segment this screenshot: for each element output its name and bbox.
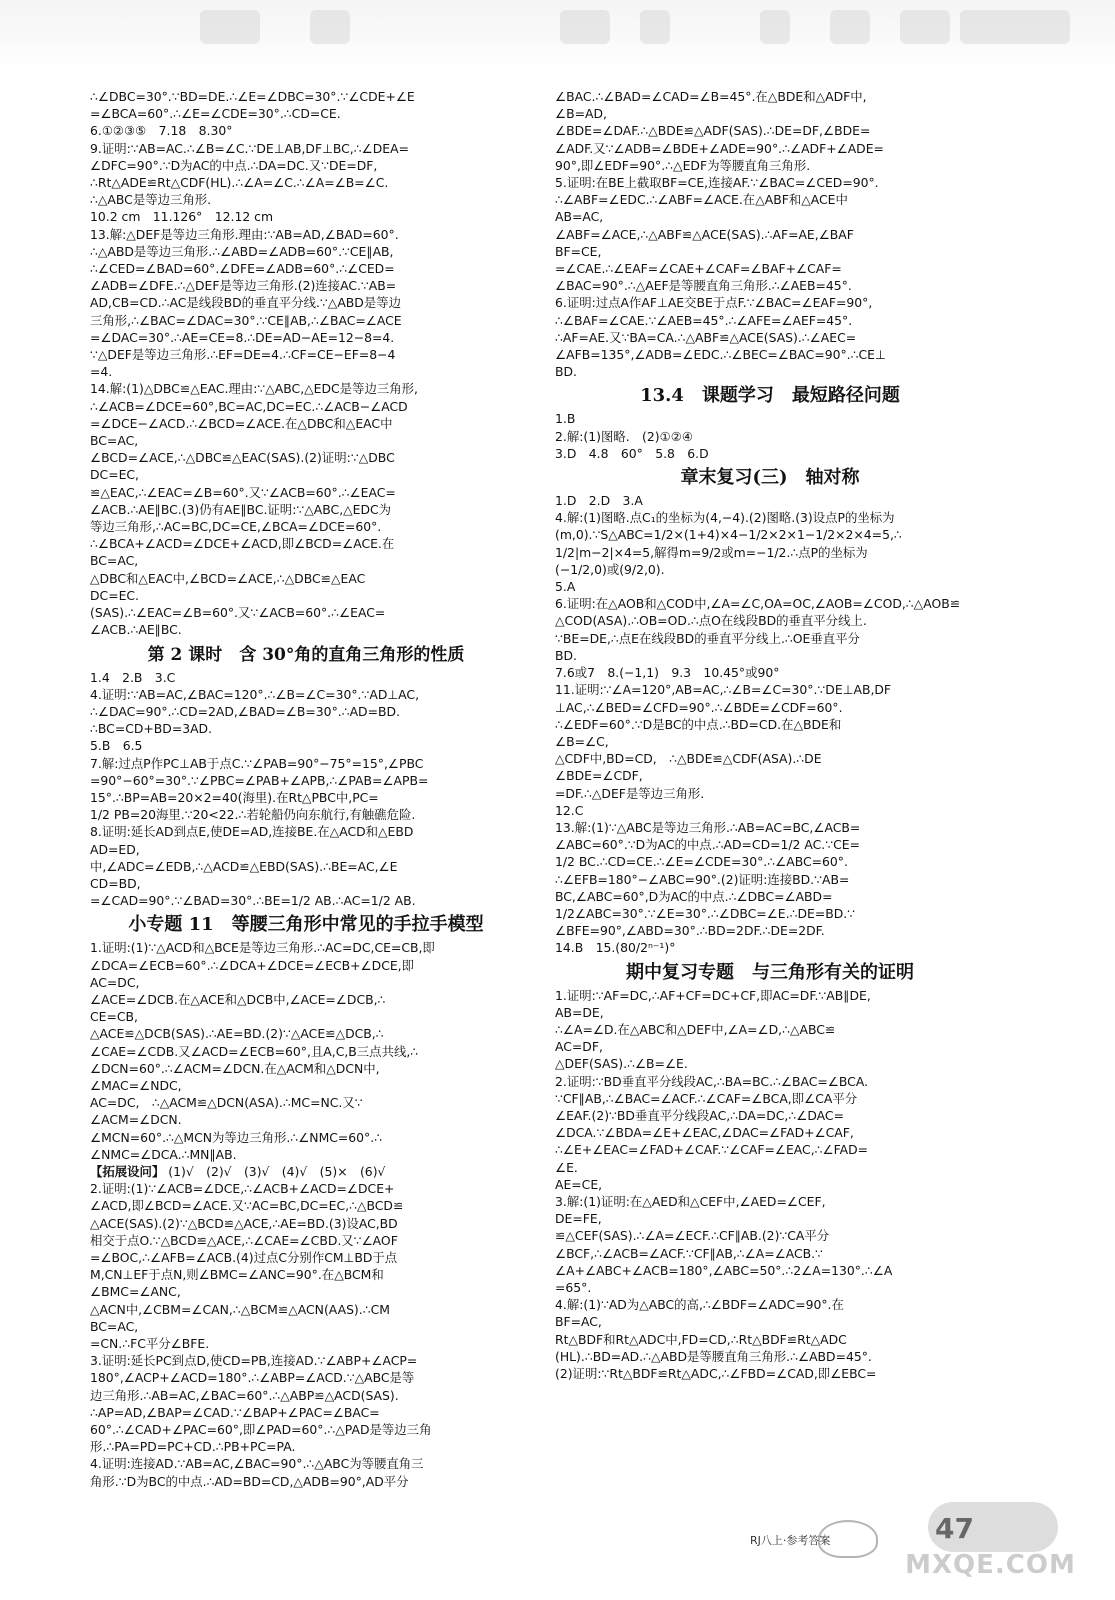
answer-line: 角形.∵D为BC的中点.∴AD=BD=CD,△ADB=90°,AD平分	[90, 1473, 409, 1489]
answer-line: 180°,∠ACP+∠ACD=180°.∴∠ABP=∠ACD.∵△ABC是等	[90, 1370, 415, 1386]
answer-line: 3.解:(1)证明:在△AED和△CEF中,∠AED=∠CEF,	[555, 1193, 826, 1209]
answer-line: 1.证明:(1)∵△ACD和△BCE是等边三角形.∴AC=DC,CE=CB,即	[90, 940, 435, 956]
scan-artifact	[960, 10, 1070, 44]
scan-artifact	[200, 10, 260, 44]
left-column	[90, 88, 522, 1490]
answer-line: ∠BDE=∠DAF.∴△BDE≌△ADF(SAS).∴DE=DF,∠BDE=	[555, 123, 871, 139]
answer-line: =CN.∴FC平分∠BFE.	[90, 1336, 210, 1352]
answer-line: ∴∠DBC=30°.∵BD=DE.∴∠E=∠DBC=30°.∵∠CDE+∠E	[90, 89, 415, 104]
answer-line: ∴∠BCA+∠ACD=∠DCE+∠ACD,即∠BCD=∠ACE.在	[90, 536, 395, 552]
answer-line: ∠ABC=60°.∵D为AC的中点.∴AD=CD=1/2 AC.∵CE=	[555, 837, 860, 853]
answer-line: △ACE≌△DCB(SAS).∴AE=BD.(2)∵△ACE≌△DCB,∴	[90, 1026, 384, 1042]
answer-line: 4.解:(1)∵AD为△ABC的高,∴∠BDF=∠ADC=90°.在	[555, 1297, 844, 1313]
answer-line: 90°,即∠EDF=90°.∴△EDF为等腰直角三角形.	[555, 157, 811, 173]
answer-line: ∴Rt△ADE≌Rt△CDF(HL).∴∠A=∠C.∴∠A=∠B=∠C.	[90, 175, 389, 191]
answer-line: (m,0).∵S△ABC=1/2×(1+4)×4−1/2×2×1−1/2×2×4=5,∴	[555, 527, 902, 543]
scan-artifact	[640, 10, 670, 44]
section-heading-13-4: 13.4 课题学习 最短路径问题	[640, 385, 900, 407]
answer-line: AE=CE,	[555, 1176, 603, 1192]
answer-line: 3.证明:延长PC到点D,使CD=PB,连接AD.∵∠ABP+∠ACP=	[90, 1353, 418, 1369]
expand-question-row	[90, 1163, 522, 1180]
answer-line: ∠E.	[555, 1159, 578, 1175]
answer-line: Rt△BDF和Rt△ADC中,FD=CD,∴Rt△BDF≌Rt△ADC	[555, 1331, 847, 1347]
answer-line: 边三角形.∴AB=AC,∠BAC=60°.∴△ABP≌△ACD(SAS).	[90, 1387, 399, 1403]
answer-line: 13.解:△DEF是等边三角形.理由:∵AB=AD,∠BAD=60°.	[90, 226, 399, 242]
answer-line: CD=BD,	[90, 875, 141, 891]
answer-line: =∠BOC,∴∠AFB=∠ACB.(4)过点C分别作CM⊥BD于点	[90, 1250, 398, 1265]
answer-line: ≌△CEF(SAS).∴∠A=∠ECF.∴CF∥AB.(2)∵CA平分	[555, 1228, 830, 1244]
answer-line: AB=AC,	[555, 209, 604, 225]
right-answers-block-1	[555, 88, 985, 380]
answer-line: △DEF(SAS).∴∠B=∠E.	[555, 1056, 688, 1072]
answer-line: 6.证明:在△AOB和△COD中,∠A=∠C,OA=OC,∠AOB=∠COD,∴△AOB≌	[555, 596, 961, 612]
answer-line: =4.	[90, 364, 113, 380]
answer-line: ∠ACM=∠DCN.	[90, 1112, 182, 1128]
answer-line: ∴∠EFB=180°−∠ABC=90°.(2)证明:连接BD.∵AB=	[555, 871, 850, 887]
answer-line: ∠B=AD,	[555, 106, 607, 122]
answer-line: 3.D 4.8 60° 5.8 6.D	[555, 445, 709, 461]
answer-line: ∵BE=DE,∴点E在线段BD的垂直平分线上.∴OE垂直平分	[555, 630, 860, 646]
answer-line: 5.证明:在BE上截取BF=CE,连接AF.∵∠BAC=∠CED=90°.	[555, 175, 879, 191]
answer-line: 2.解:(1)图略. (2)①②④	[555, 428, 693, 444]
answer-line: 1.4 2.B 3.C	[90, 669, 176, 685]
answer-line: ∠ACB.∴AE∥BC.	[90, 622, 182, 638]
answer-line: 60°.∴∠CAD+∠PAC=60°,即∠PAD=60°.∴△PAD是等边三角	[90, 1422, 432, 1438]
answer-line: =∠CAE.∴∠EAF=∠CAE+∠CAF=∠BAF+∠CAF=	[555, 261, 842, 277]
answer-line: 1.B	[555, 411, 576, 427]
answer-line: 5.B 6.5	[90, 738, 143, 754]
answer-line: 1/2|m−2|×4=5,解得m=9/2或m=−1/2.∴点P的坐标为	[555, 544, 868, 560]
answer-line: ∴∠ACB=∠DCE=60°,BC=AC,DC=EC.∴∠ACB−∠ACD	[90, 398, 408, 414]
left-answers-block-1	[90, 88, 522, 639]
answer-line: 7.6或7 8.(−1,1) 9.3 10.45°或90°	[555, 665, 780, 681]
answer-line: △COD(ASA).∴OB=OD.∴点O在线段BD的垂直平分线上.	[555, 613, 867, 629]
expand-question-text: (1)√ (2)√ (3)√ (4)√ (5)× (6)√	[168, 1163, 386, 1179]
answer-line: ∠ACE=∠DCB.在△ACE和△DCB中,∠ACE=∠DCB,∴	[90, 991, 386, 1007]
answer-line: (−1/2,0)或(9/2,0).	[555, 561, 665, 577]
answer-line: ∠BAC.∴∠BAD=∠CAD=∠B=45°.在△BDE和△ADF中,	[555, 89, 867, 104]
answer-line: ∠DCA.∵∠BDA=∠E+∠EAC,∠DAC=∠FAD+∠CAF,	[555, 1125, 854, 1141]
footer-label: RJ八上·参考答案	[750, 1534, 831, 1547]
top-scan-strip	[0, 0, 1115, 70]
answer-line: BC,∠ABC=60°,D为AC的中点.∴∠DBC=∠ABD=	[555, 888, 833, 904]
answer-line: △ACN中,∠CBM=∠CAN,∴△BCM≌△ACN(AAS).∴CM	[90, 1301, 390, 1317]
answer-line: 1.证明:∵AF=DC,∴AF+CF=DC+CF,即AC=DF.∵AB∥DE,	[555, 987, 871, 1003]
right-answers-block-3	[555, 492, 985, 956]
scan-artifact	[560, 10, 610, 44]
answer-line: ∴∠DAC=90°.∴CD=2AD,∠BAD=∠B=30°.∴AD=BD.	[90, 703, 400, 719]
answer-line: ∴∠CED=∠BAD=60°.∠DFE=∠ADB=60°.∴∠CED=	[90, 261, 395, 277]
answer-line: ∠ACB.∴AE∥BC.(3)仍有AE∥BC.证明:∵△ABC,△EDC为	[90, 501, 392, 517]
answer-line: ∠DCA=∠ECB=60°.∴∠DCA+∠DCE=∠ECB+∠DCE,即	[90, 957, 415, 973]
answer-line: ∴∠A=∠D.在△ABC和△DEF中,∠A=∠D,∴△ABC≌	[555, 1021, 836, 1037]
answer-line: ∴∠ABF=∠EDC.∴∠ABF=∠ACE.在△ABF和△ACE中	[555, 192, 848, 208]
left-answers-block-3	[90, 939, 522, 1163]
section-heading-30-degree: 第 2 课时 含 30°角的直角三角形的性质	[147, 644, 465, 665]
answer-line: ∠NMC=∠DCA.∴MN∥AB.	[90, 1146, 237, 1162]
answer-line: =∠CAD=90°.∵∠BAD=30°.∴BE=1/2 AB.∴AC=1/2 AB.	[90, 893, 416, 909]
answer-line: △DBC和△EAC中,∠BCD=∠ACE,∴△DBC≌△EAC	[90, 570, 366, 586]
answer-line: ∠AFB=135°,∠ADB=∠EDC.∴∠BEC=∠BAC=90°.∴CE⊥	[555, 347, 886, 363]
answer-line: AD,CB=CD.∴AC是线段BD的垂直平分线.∵△ABD是等边	[90, 295, 402, 311]
left-answers-block-4	[90, 1180, 522, 1490]
answer-line: (2)证明:∵Rt△BDF≌Rt△ADC,∴∠FBD=∠CAD,即∠EBC=	[555, 1366, 877, 1382]
right-column	[555, 88, 985, 1382]
answer-line: =∠DAC=30°.∴AE=CE=8.∴DE=AD−AE=12−8=4.	[90, 329, 395, 345]
answer-line: 中,∠ADC=∠EDB,∴△ACD≌△EBD(SAS).∴BE=AC,∠E	[90, 858, 398, 874]
answer-line: ∠ADF.又∵∠ADB=∠BDE+∠ADE=90°.∴∠ADF+∠ADE=	[555, 140, 884, 156]
answer-line: ∠B=∠C,	[555, 733, 609, 749]
watermark-text: MXQE.COM	[905, 1550, 1076, 1580]
answer-line: ∴△ABC是等边三角形.	[90, 192, 212, 208]
answer-line: ∠ADB=∠DFE.∴△DEF是等边三角形.(2)连接AC.∵AB=	[90, 278, 397, 294]
answer-line: ∴AF=AE.又∵BA=CA.∴△ABF≌△ACE(SAS).∴∠AEC=	[555, 329, 857, 345]
answer-line: 7.解:过点P作PC⊥AB于点C.∵∠PAB=90°−75°=15°,∠PBC	[90, 755, 424, 771]
answer-line: ∠DFC=90°.∵D为AC的中点.∴DA=DC.又∵DE=DF,	[90, 157, 378, 173]
scan-artifact	[830, 10, 870, 44]
section-heading-midterm-review: 期中复习专题 与三角形有关的证明	[626, 961, 914, 983]
answer-line: 4.解:(1)图略.点C₁的坐标为(4,−4).(2)图略.(3)设点P的坐标为	[555, 510, 895, 526]
answer-line: BD.	[555, 364, 577, 380]
section-heading-special-topic-11: 小专题 11 等腰三角形中常见的手拉手模型	[128, 914, 484, 936]
answer-line: 11.证明:∵∠A=120°,AB=AC,∴∠B=∠C=30°.∵DE⊥AB,DF	[555, 682, 892, 698]
answer-line: ∴∠E+∠EAC=∠FAD+∠CAF.∵∠CAF=∠EAC,∴∠FAD=	[555, 1142, 869, 1158]
answer-line: ∠EAF.(2)∵BD垂直平分线段AC,∴DA=DC,∴∠DAC=	[555, 1107, 844, 1123]
answer-line: BC=AC,	[90, 553, 139, 569]
answer-line: 形.∴PA=PD=PC+CD.∴PB+PC=PA.	[90, 1439, 296, 1455]
right-answers-block-4	[555, 987, 985, 1383]
answer-line: 等边三角形,∴AC=BC,DC=CE,∠BCA=∠DCE=60°.	[90, 519, 382, 535]
answer-line: 8.证明:延长AD到点E,使DE=AD,连接BE.在△ACD和△EBD	[90, 824, 414, 840]
right-answers-block-2	[555, 410, 985, 462]
answer-line: 2.证明:∵BD垂直平分线段AC,∴BA=BC.∴∠BAC=∠BCA.	[555, 1073, 869, 1089]
answer-line: AC=DC,	[90, 974, 140, 990]
answer-line: ∠MCN=60°.∴△MCN为等边三角形.∴∠NMC=60°.∴	[90, 1129, 383, 1145]
answer-line: ∵△DEF是等边三角形.∴EF=DE=4.∴CF=CE−EF=8−4	[90, 347, 396, 363]
answer-line: 6.①②③⑤ 7.18 8.30°	[90, 123, 233, 139]
scan-artifact	[310, 10, 350, 44]
expand-question-label: 【拓展设问】	[90, 1163, 165, 1179]
answer-line: 13.解:(1)∵△ABC是等边三角形.∴AB=AC=BC,∠ACB=	[555, 819, 861, 835]
answer-line: M,CN⊥EF于点N,则∠BMC=∠ANC=90°.在△BCM和	[90, 1267, 384, 1283]
answer-line: =65°.	[555, 1280, 592, 1295]
answer-line: ∠ABF=∠ACE,∴△ABF≌△ACE(SAS).∴AF=AE,∠BAF	[555, 226, 854, 242]
answer-line: BF=CE,	[555, 243, 602, 259]
answer-line: ∠MAC=∠NDC,	[90, 1077, 182, 1093]
answer-line: 4.证明:连接AD.∵AB=AC,∠BAC=90°.∴△ABC为等腰直角三	[90, 1456, 424, 1472]
answer-line: ∠BAC=90°.∴△AEF是等腰直角三角形.∴∠AEB=45°.	[555, 278, 852, 294]
answer-line: BD.	[555, 647, 577, 663]
answer-line: (SAS).∴∠EAC=∠B=60°.又∵∠ACB=60°.∴∠EAC=	[90, 605, 386, 621]
answer-line: DC=EC.	[90, 587, 139, 603]
answer-line: AB=DE,	[555, 1004, 604, 1020]
answer-line: =DF.∴△DEF是等边三角形.	[555, 785, 705, 801]
scan-artifact	[900, 10, 950, 44]
answer-line: BC=AC,	[90, 433, 139, 449]
answer-line: ∠BDE=∠CDF,	[555, 768, 643, 784]
scan-artifact	[760, 10, 790, 44]
answer-line: ∴△ABD是等边三角形.∴∠ABD=∠ADB=60°.∵CE∥AB,	[90, 243, 394, 259]
answer-line: ∠A+∠ABC+∠ACB=180°,∠ABC=50°.∴2∠A=130°.∴∠A	[555, 1262, 893, 1278]
answer-line: △CDF中,BD=CD, ∴△BDE≌△CDF(ASA).∴DE	[555, 751, 822, 767]
answer-line: 14.解:(1)△DBC≌△EAC.理由:∵△ABC,△EDC是等边三角形,	[90, 381, 418, 397]
answer-line: ∠DCN=60°.∴∠ACM=∠DCN.在△ACM和△DCN中,	[90, 1060, 380, 1076]
answer-line: 15°.∴BP=AB=20×2=40(海里).在Rt△PBC中,PC=	[90, 789, 379, 805]
answer-line: ∴∠EDF=60°.∵D是BC的中点.∴BD=CD.在△BDE和	[555, 716, 842, 732]
watermark-badge-icon	[928, 1502, 1058, 1552]
answer-line: 1/2∠ABC=30°.∵∠E=30°.∴∠DBC=∠E.∴DE=BD.∵	[555, 905, 856, 921]
answer-line: ∠BCD=∠ACE,∴△DBC≌△EAC(SAS).(2)证明:∵△DBC	[90, 450, 395, 466]
answer-line: ∠CAE=∠CDB.又∠ACD=∠ECB=60°,且A,C,B三点共线,∴	[90, 1043, 419, 1059]
answer-line: AC=DF,	[555, 1039, 603, 1055]
answer-line: 三角形,∴∠BAC=∠DAC=30°.∵CE∥AB,∴∠BAC=∠ACE	[90, 312, 402, 328]
answer-line: ∠ACD,即∠BCD=∠ACE.又∵AC=BC,DC=EC,∴△BCD≌	[90, 1198, 404, 1214]
answer-line: 1.D 2.D 3.A	[555, 493, 643, 509]
answer-line: BF=AC,	[555, 1314, 602, 1330]
answer-line: ∴BC=CD+BD=3AD.	[90, 721, 213, 737]
answer-line: ∵CF∥AB,∴∠BAC=∠ACF.∴∠CAF=∠BCA,即∠CA平分	[555, 1090, 858, 1106]
answer-line: 2.证明:(1)∵∠ACB=∠DCE,∴∠ACB+∠ACD=∠DCE+	[90, 1181, 395, 1197]
answer-line: BC=AC,	[90, 1318, 139, 1334]
answer-line: 14.B 15.(80/2ⁿ⁻¹)°	[555, 940, 676, 956]
answer-line: 6.证明:过点A作AF⊥AE交BE于点F.∵∠BAC=∠EAF=90°,	[555, 295, 873, 311]
answer-line: ∴∠BAF=∠CAE.∵∠AEB=45°.∴∠AFE=∠AEF=45°.	[555, 312, 853, 328]
answer-line: △ACE(SAS).(2)∵△BCD≌△ACE,∴AE=BD.(3)设AC,BD	[90, 1215, 398, 1231]
publisher-logo-icon	[818, 1520, 878, 1558]
answer-line: AD=ED,	[90, 841, 140, 857]
answer-line: DE=FE,	[555, 1211, 602, 1227]
answer-line: CE=CB,	[90, 1009, 138, 1025]
answer-line: (HL).∴BD=AD.∴△ABD是等腰直角三角形.∴∠ABD=45°.	[555, 1348, 872, 1364]
left-answers-block-2	[90, 669, 522, 910]
answer-line: ∠BCF,∴∠ACB=∠ACF.∵CF∥AB,∴∠A=∠ACB.∵	[555, 1245, 823, 1261]
answer-line: =90°−60°=30°.∵∠PBC=∠PAB+∠APB,∴∠PAB=∠APB=	[90, 772, 429, 788]
answer-line: ≌△EAC,∴∠EAC=∠B=60°.又∵∠ACB=60°.∴∠EAC=	[90, 484, 396, 500]
answer-line: 相交于点O.∵△BCD≌△ACE,∴∠CAE=∠CBD.又∵∠AOF	[90, 1232, 398, 1248]
answer-line: ∠BMC=∠ANC,	[90, 1284, 181, 1300]
section-heading-chapter-review: 章末复习(三) 轴对称	[680, 467, 860, 489]
answer-line: 10.2 cm 11.126° 12.12 cm	[90, 209, 274, 225]
answer-line: ⊥AC,∴∠BED=∠CFD=90°.∴∠BDE=∠CDF=60°.	[555, 699, 843, 715]
answer-line: 5.A	[555, 579, 576, 595]
answer-line: =∠DCE−∠ACD.∴∠BCD=∠ACE.在△DBC和△EAC中	[90, 415, 393, 431]
answer-line: 1/2 BC.∴CD=CE.∴∠E=∠CDE=30°.∴∠ABC=60°.	[555, 854, 848, 870]
answer-line: ∠BFE=90°,∠ABD=30°.∴BD=2DF.∴DE=2DF.	[555, 923, 825, 939]
answer-line: 1/2 PB=20海里.∵20<22.∴若轮船仍向东航行,有触礁危险.	[90, 807, 416, 823]
answer-line: ∴AP=AD,∠BAP=∠CAD.∵∠BAP+∠PAC=∠BAC=	[90, 1404, 380, 1420]
answer-line: AC=DC, ∴△ACM≌△DCN(ASA).∴MC=NC.又∵	[90, 1095, 363, 1111]
answer-line: 4.证明:∵AB=AC,∠BAC=120°.∴∠B=∠C=30°.∵AD⊥AC,	[90, 686, 420, 702]
answer-line: 9.证明:∵AB=AC.∴∠B=∠C.∵DE⊥AB,DF⊥BC,∴∠DEA=	[90, 140, 409, 156]
answer-line: DC=EC,	[90, 467, 139, 483]
watermark	[888, 1498, 1093, 1598]
answer-line: 12.C	[555, 802, 584, 818]
answer-line: =∠BCA=60°.∴∠E=∠CDE=30°.∴CD=CE.	[90, 106, 341, 122]
